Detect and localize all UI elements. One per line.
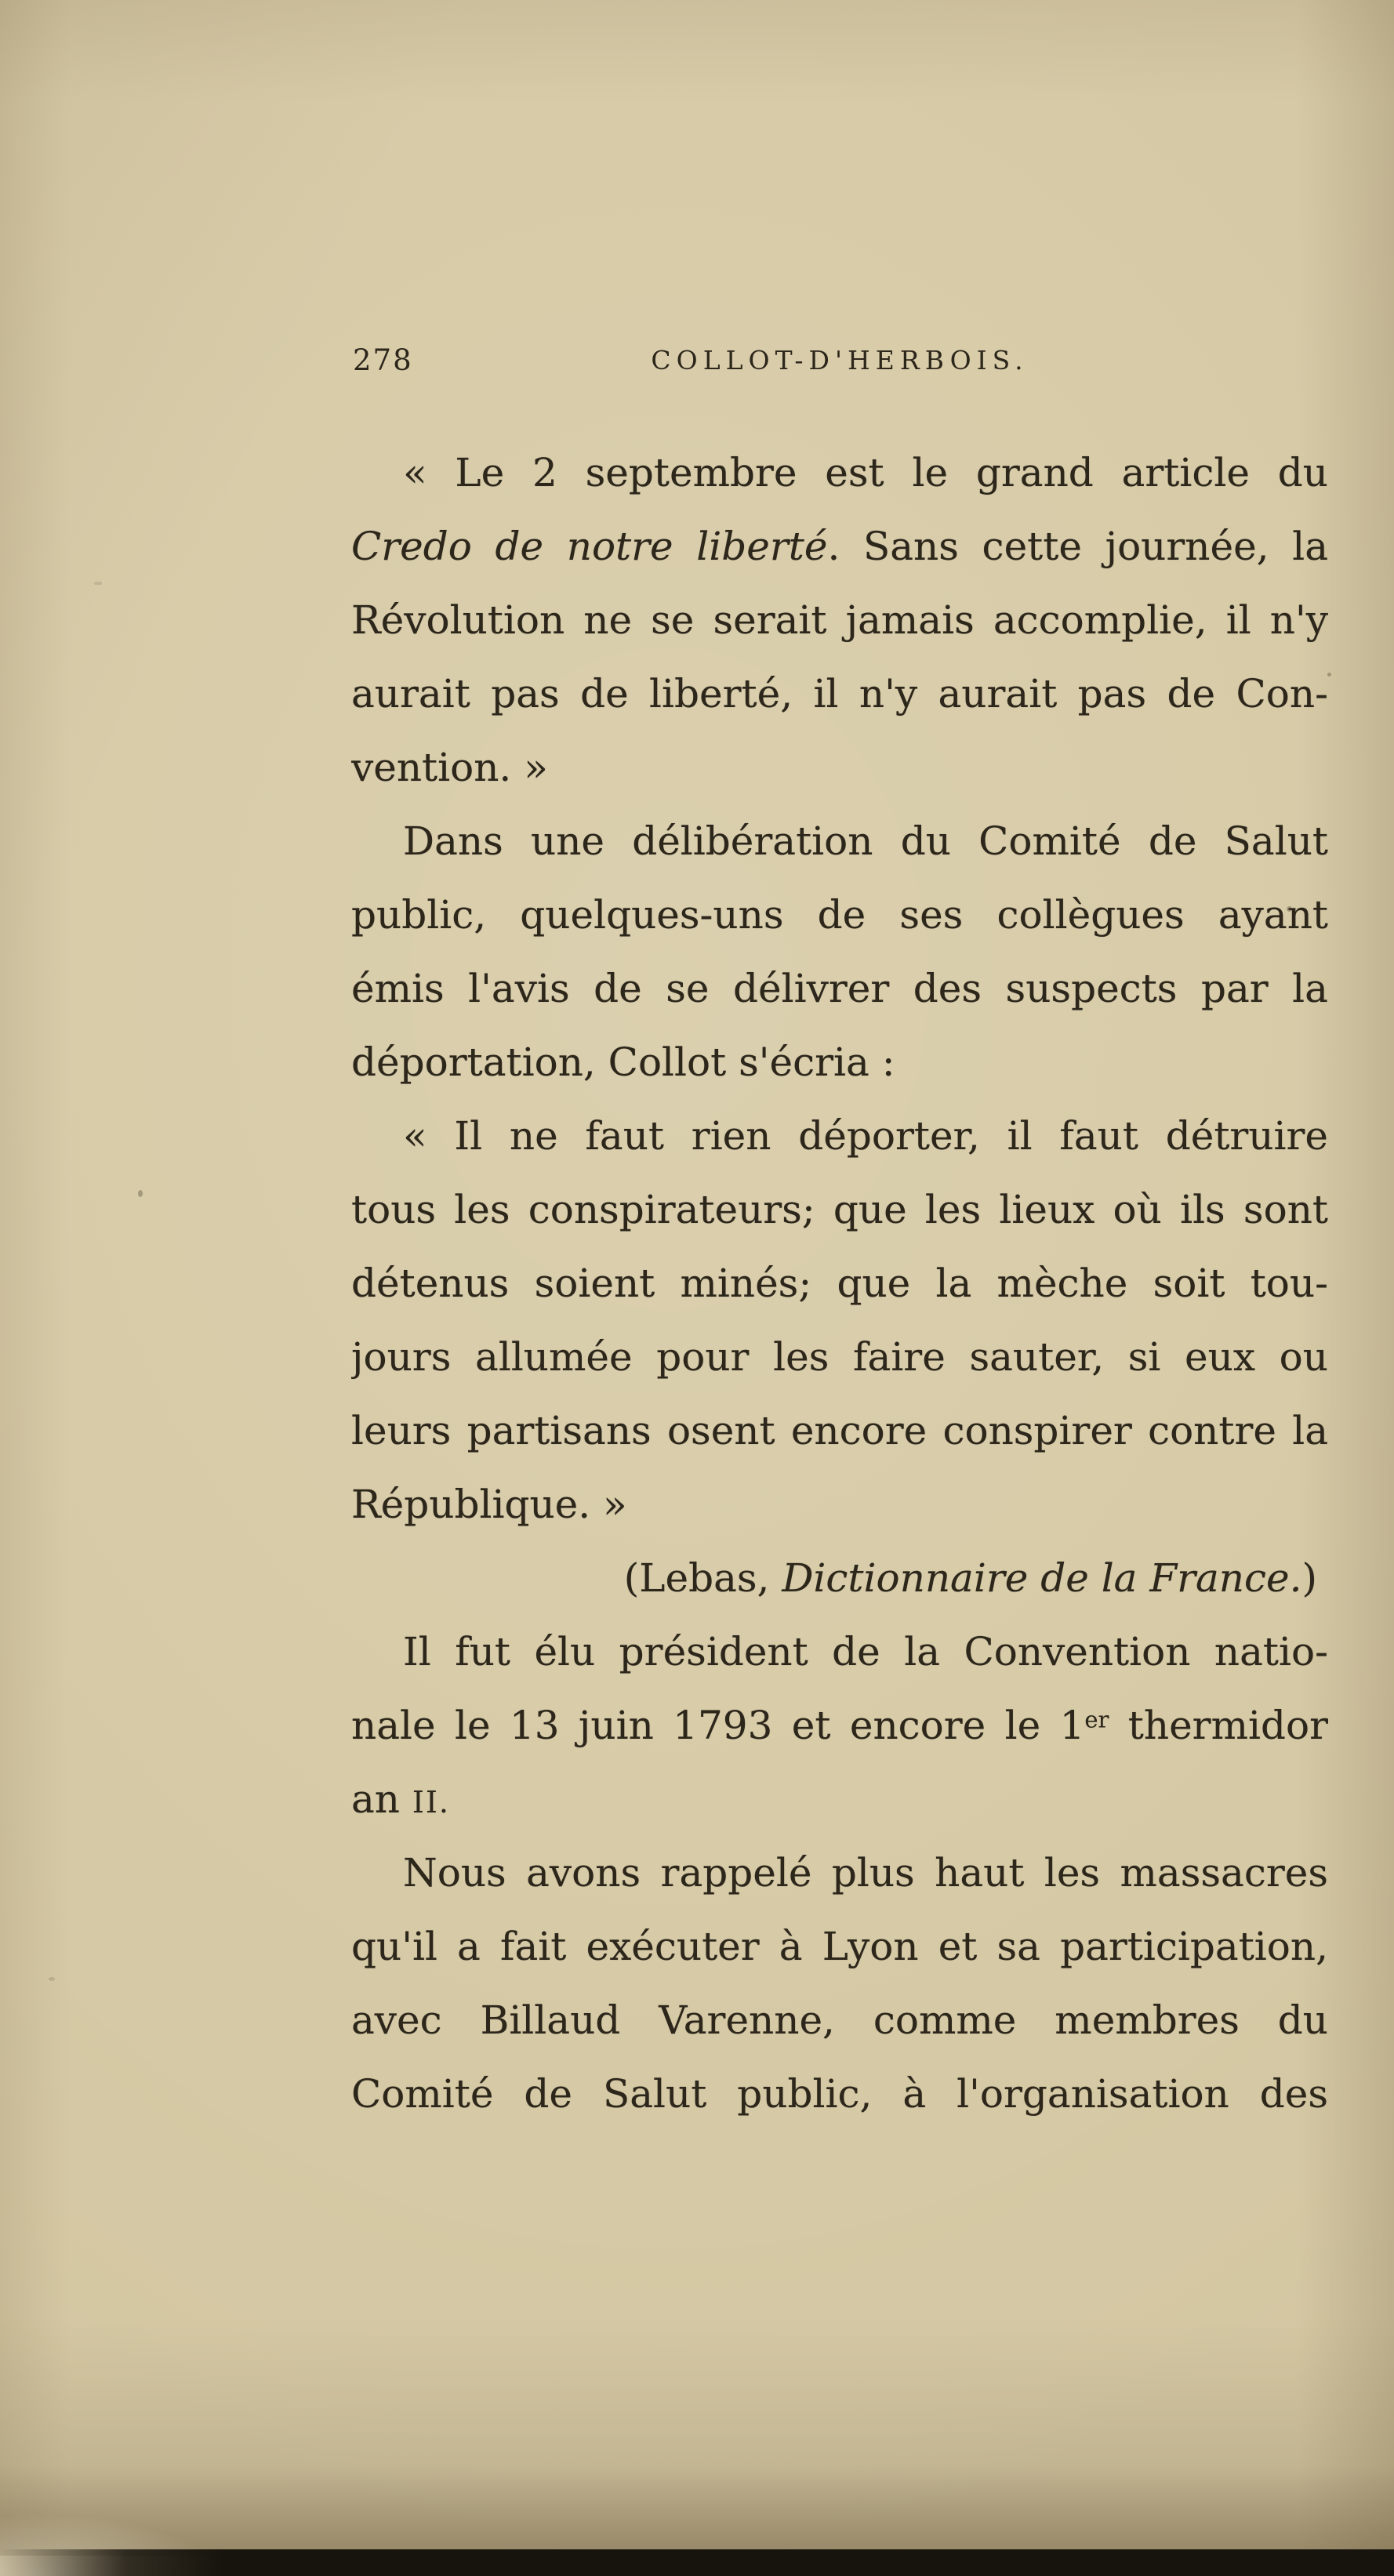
text-run: jours allumée pour les faire sauter, si eux ou xyxy=(351,1334,1328,1380)
page-header-row xyxy=(351,337,1328,392)
text-run: public, quelques-uns de ses collègues ayant xyxy=(351,892,1328,938)
text-run: République. » xyxy=(351,1482,627,1527)
text-run: aurait pas de liberté, il n'y aurait pas de Con- xyxy=(351,671,1328,717)
text-line xyxy=(351,1910,1328,1983)
paper-speck xyxy=(49,1977,55,1981)
text-run: ) xyxy=(1301,1555,1317,1601)
text-line xyxy=(351,1394,1328,1468)
text-run: Révolution ne se serait jamais accomplie, il n'y xyxy=(351,597,1328,643)
text-run: Il fut élu président de la Convention natio- xyxy=(403,1629,1328,1674)
text-run: déportation, Collot s'écria : xyxy=(351,1039,895,1085)
text-run: détenus soient minés; que la mèche soit tou- xyxy=(351,1261,1328,1306)
page-number: 278 xyxy=(353,343,413,377)
text-line xyxy=(351,1246,1328,1320)
text-line xyxy=(351,436,1328,510)
text-line xyxy=(351,1173,1328,1246)
paragraph xyxy=(351,804,1328,1099)
text-run: Dans une délibération du Comité de Salut xyxy=(403,818,1328,864)
scan-edge-strip xyxy=(0,2549,1394,2576)
text-line xyxy=(351,731,1328,804)
italic-run: Credo de notre liberté xyxy=(351,524,828,569)
text-line xyxy=(351,1762,1328,1836)
text-run: thermidor xyxy=(1109,1703,1328,1748)
text-run: qu'il a fait exécuter à Lyon et sa participation, xyxy=(351,1924,1328,1969)
text-run: vention. » xyxy=(351,745,548,790)
text-run: « Le 2 septembre est le grand article du xyxy=(403,450,1328,495)
paper-speck xyxy=(94,582,102,585)
text-line xyxy=(351,1983,1328,2057)
text-line xyxy=(351,1541,1328,1615)
paragraph xyxy=(351,436,1328,804)
text-line xyxy=(351,583,1328,657)
paper-speck xyxy=(138,1190,143,1197)
text-line xyxy=(351,657,1328,731)
smallcaps-run: II. xyxy=(412,1785,451,1820)
text-run: avec Billaud Varenne, comme membres du xyxy=(351,1997,1328,2043)
text-run: tous les conspirateurs; que les lieux où ils sont xyxy=(351,1187,1328,1232)
paper-speck xyxy=(1327,673,1331,677)
superscript-run: er xyxy=(1084,1706,1109,1733)
paragraph xyxy=(351,1099,1328,1541)
text-block xyxy=(351,436,1328,2131)
text-line xyxy=(351,878,1328,952)
paper-speck xyxy=(1287,906,1292,912)
running-header: COLLOT-D'HERBOIS. xyxy=(651,345,1029,376)
paragraph xyxy=(351,1615,1328,1836)
text-run: nale le 13 juin 1793 et encore le 1 xyxy=(351,1703,1085,1748)
text-line xyxy=(351,804,1328,878)
italic-run: Dictionnaire de la France. xyxy=(782,1555,1302,1601)
text-line xyxy=(351,1025,1328,1099)
text-line xyxy=(351,1615,1328,1689)
text-run: émis l'avis de se délivrer des suspects par la xyxy=(351,966,1328,1011)
paragraph xyxy=(351,1836,1328,2131)
text-line xyxy=(351,510,1328,583)
text-line xyxy=(351,1836,1328,1910)
text-run: . Sans cette journée, la xyxy=(827,524,1328,569)
text-run: Nous avons rappelé plus haut les massacres xyxy=(403,1850,1328,1896)
paragraph xyxy=(351,1541,1328,1615)
text-run: Comité de Salut public, à l'organisation des xyxy=(351,2071,1328,2117)
text-line xyxy=(351,1099,1328,1173)
text-line xyxy=(351,1689,1328,1762)
text-run: (Lebas, xyxy=(623,1555,782,1601)
text-line xyxy=(351,1468,1328,1541)
text-run: leurs partisans osent encore conspirer contre la xyxy=(351,1408,1328,1453)
text-line xyxy=(351,1320,1328,1394)
text-line xyxy=(351,2057,1328,2131)
text-line xyxy=(351,952,1328,1025)
text-run: an xyxy=(351,1776,412,1822)
text-run: « Il ne faut rien déporter, il faut détruire xyxy=(403,1113,1328,1159)
